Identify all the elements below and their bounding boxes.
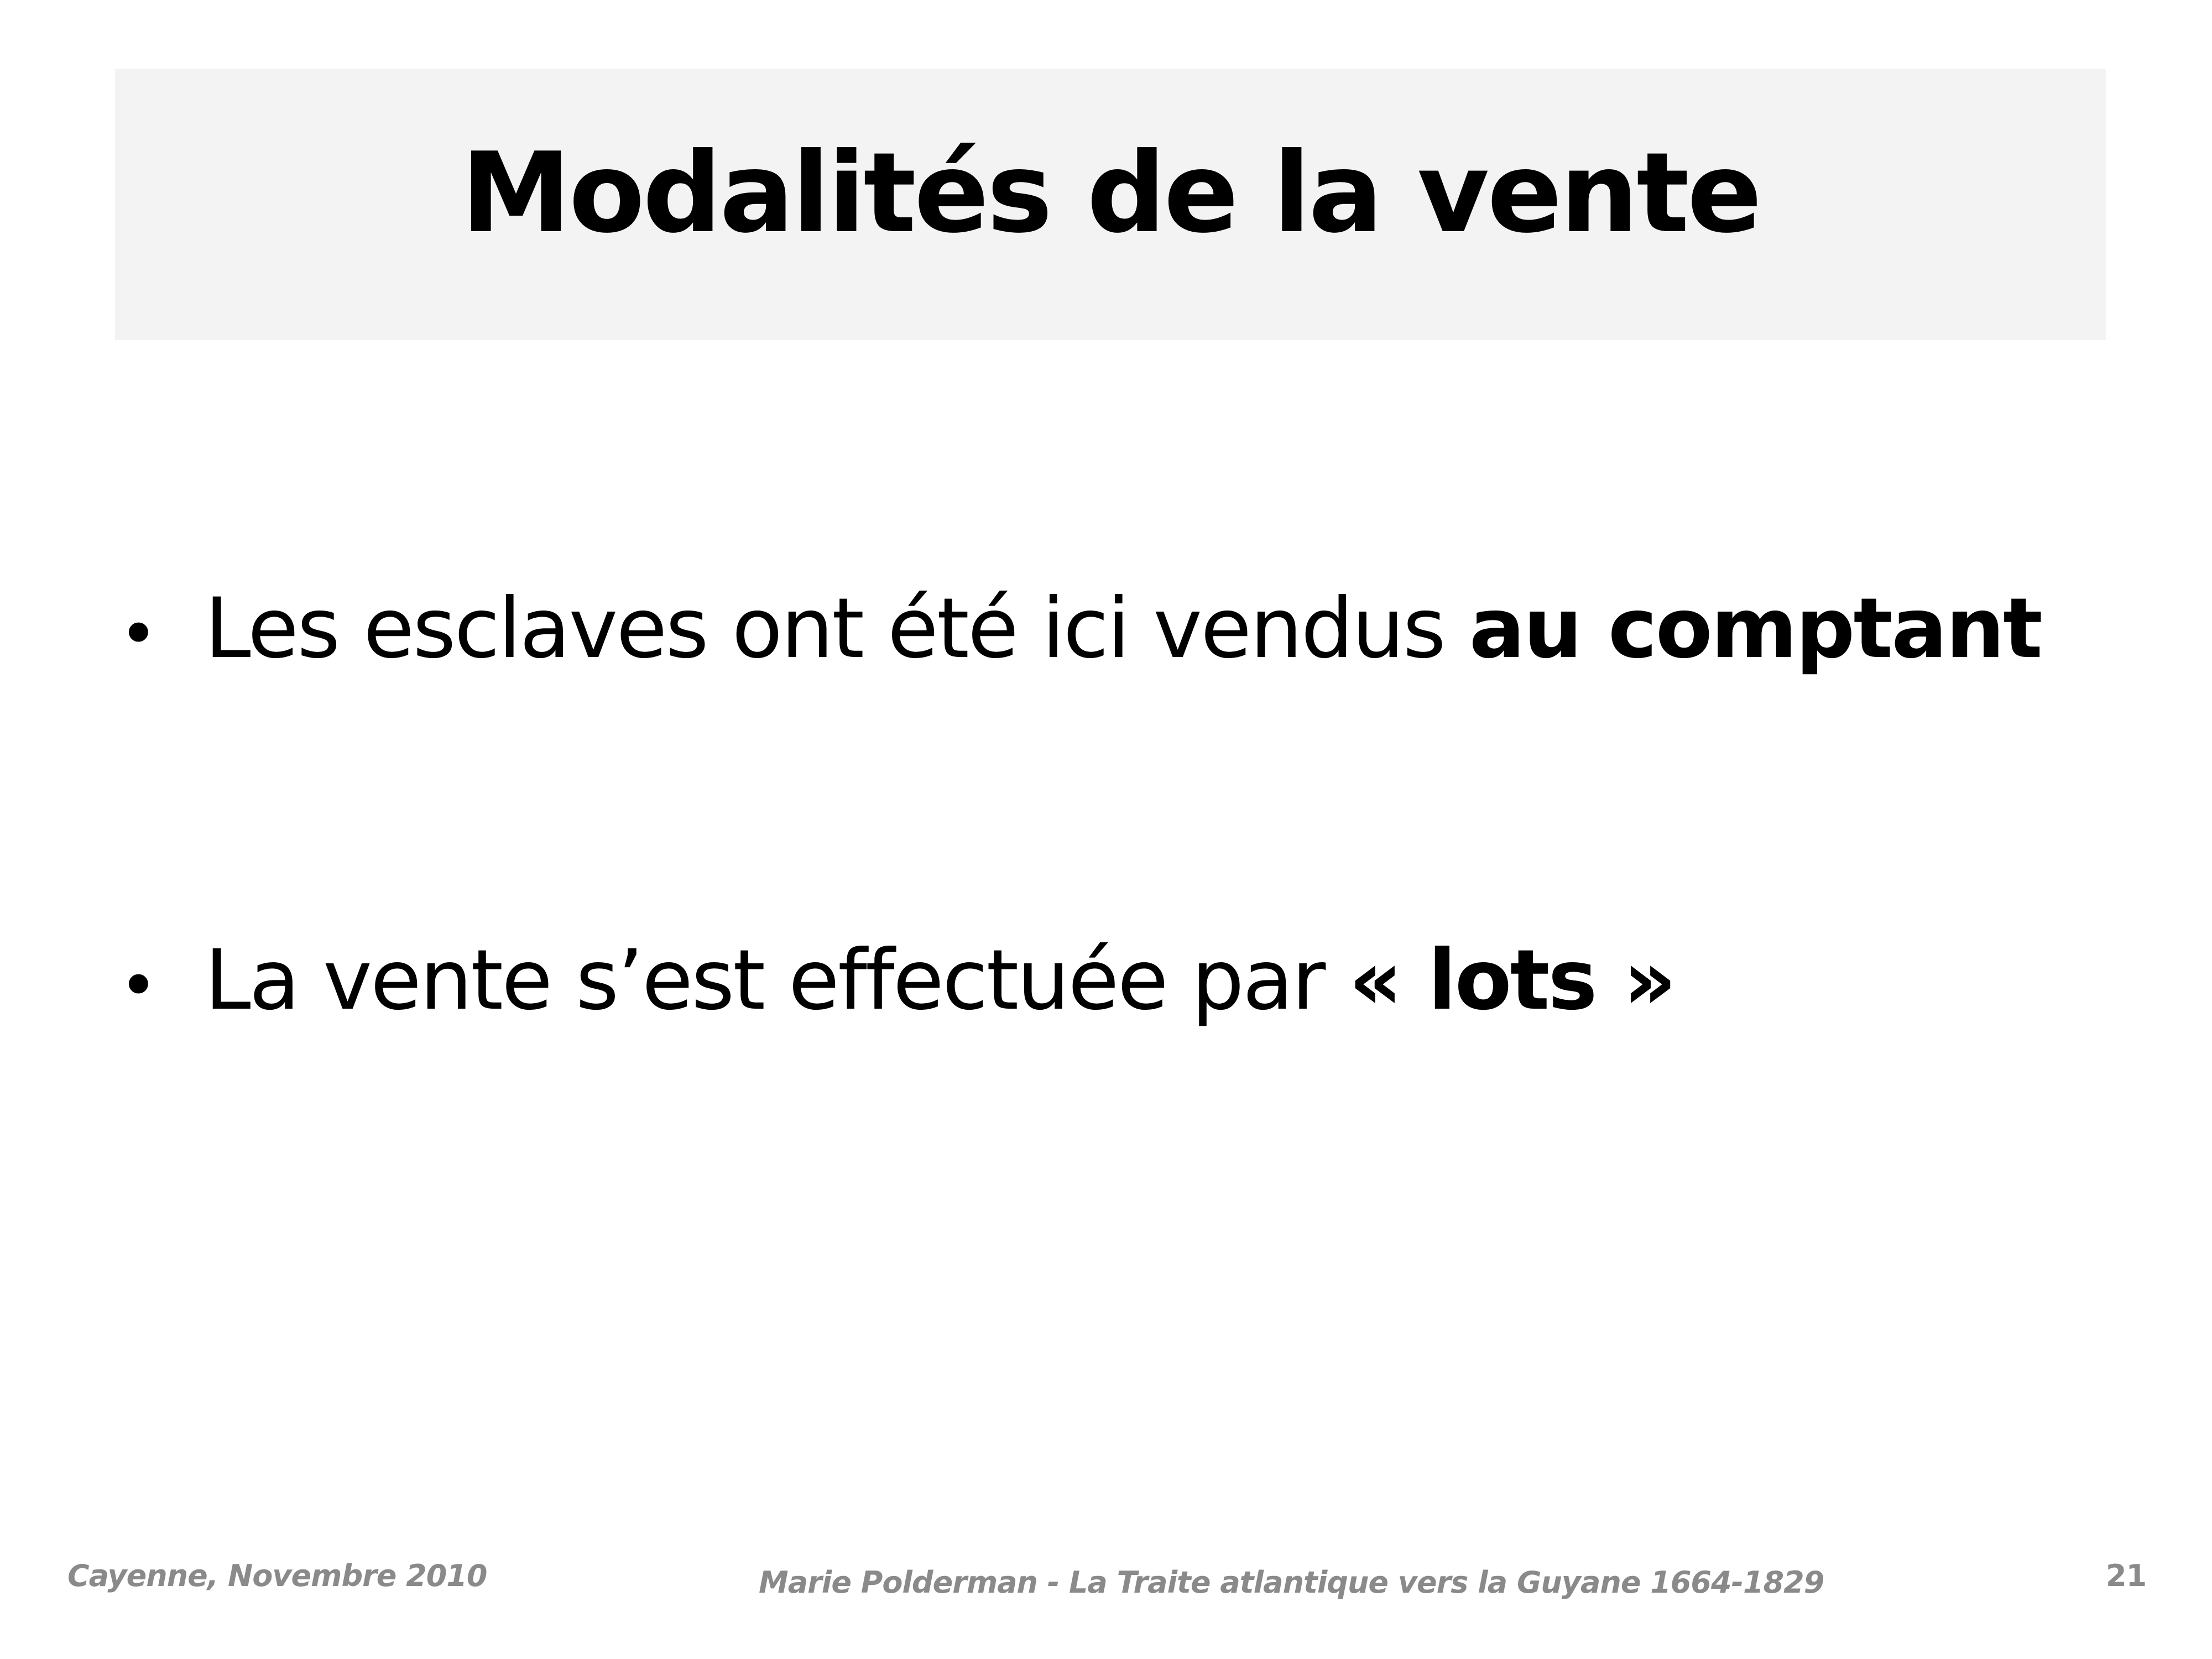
bullet-text	[205, 581, 2041, 677]
bullet-text	[205, 932, 1675, 1029]
bullet-icon: •	[119, 596, 156, 673]
bullet-text-bold: « lots »	[1349, 932, 1675, 1029]
footer-presentation-title: Marie Polderman - La Traite atlantique vers la Guyane 1664-1829	[759, 1565, 1824, 1600]
bullet-icon: •	[119, 948, 156, 1025]
bullet-item	[119, 932, 1675, 1029]
bullet-text-regular: Les esclaves ont été ici vendus	[205, 581, 1469, 677]
bullet-text-bold: au comptant	[1469, 581, 2041, 677]
bullet-item	[119, 581, 2041, 677]
footer-page-number: 21	[2106, 1558, 2147, 1593]
footer-location-date: Cayenne, Novembre 2010	[67, 1558, 487, 1593]
slide-title: Modalités de la vente	[461, 129, 1760, 258]
title-band	[115, 69, 2106, 340]
bullet-text-regular: La vente s’est effectuée par	[205, 932, 1349, 1029]
